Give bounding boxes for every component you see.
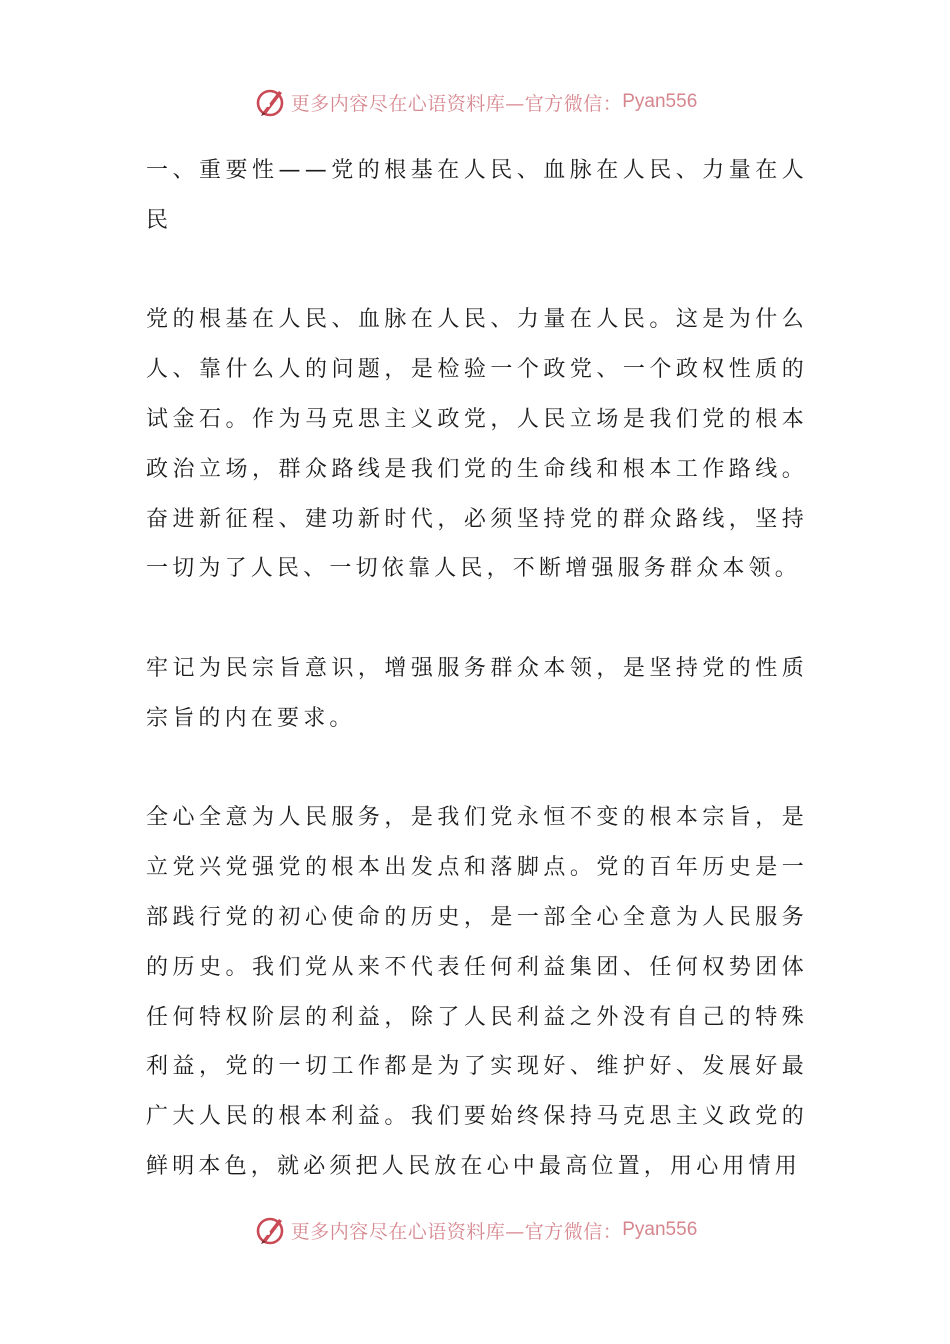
pen-circle-logo-icon <box>253 1213 287 1247</box>
header-watermark <box>0 80 950 124</box>
document-body <box>146 146 808 1192</box>
header-watermark-id: Pyan556 <box>622 91 698 112</box>
section-heading: 一、重要性——党的根基在人民、血脉在人民、力量在人民 <box>146 158 808 233</box>
footer-watermark-text: 更多内容尽在心语资料库—官方微信： <box>290 1220 623 1243</box>
footer-watermark <box>0 1208 950 1252</box>
paragraph-1: 党的根基在人民、血脉在人民、力量在人民。这是为什么人、靠什么人的问题，是检验一个政党、一个政权性质的试金石。作为马克思主义政党，人民立场是我们党的根本政治立场，群众路线是我们党的生命线和根本工作路线。奋进新征程、建功新时代，必须坚持党的群众路线，坚持一切为了人民、一切依靠人民，不断增强服务群众本领。 <box>146 307 808 582</box>
paragraph-3: 全心全意为人民服务，是我们党永恒不变的根本宗旨，是立党兴党强党的根本出发点和落脚点。党的百年历史是一部践行党的初心使命的历史，是一部全心全意为人民服务的历史。我们党从来不代表任何利益集团、任何权势团体任何特权阶层的利益，除了人民利益之外没有自己的特殊利益，党的一切工作都是为了实现好、维护好、发展好最广大人民的根本利益。我们要始终保持马克思主义政党的鲜明本色，就必须把人民放在心中最高位置，用心用情用 <box>146 805 808 1179</box>
pen-circle-logo-icon <box>253 85 287 119</box>
header-watermark-text: 更多内容尽在心语资料库—官方微信： <box>290 92 623 115</box>
paragraph-2: 牢记为民宗旨意识，增强服务群众本领，是坚持党的性质宗旨的内在要求。 <box>146 655 808 731</box>
footer-watermark-id: Pyan556 <box>622 1219 698 1240</box>
